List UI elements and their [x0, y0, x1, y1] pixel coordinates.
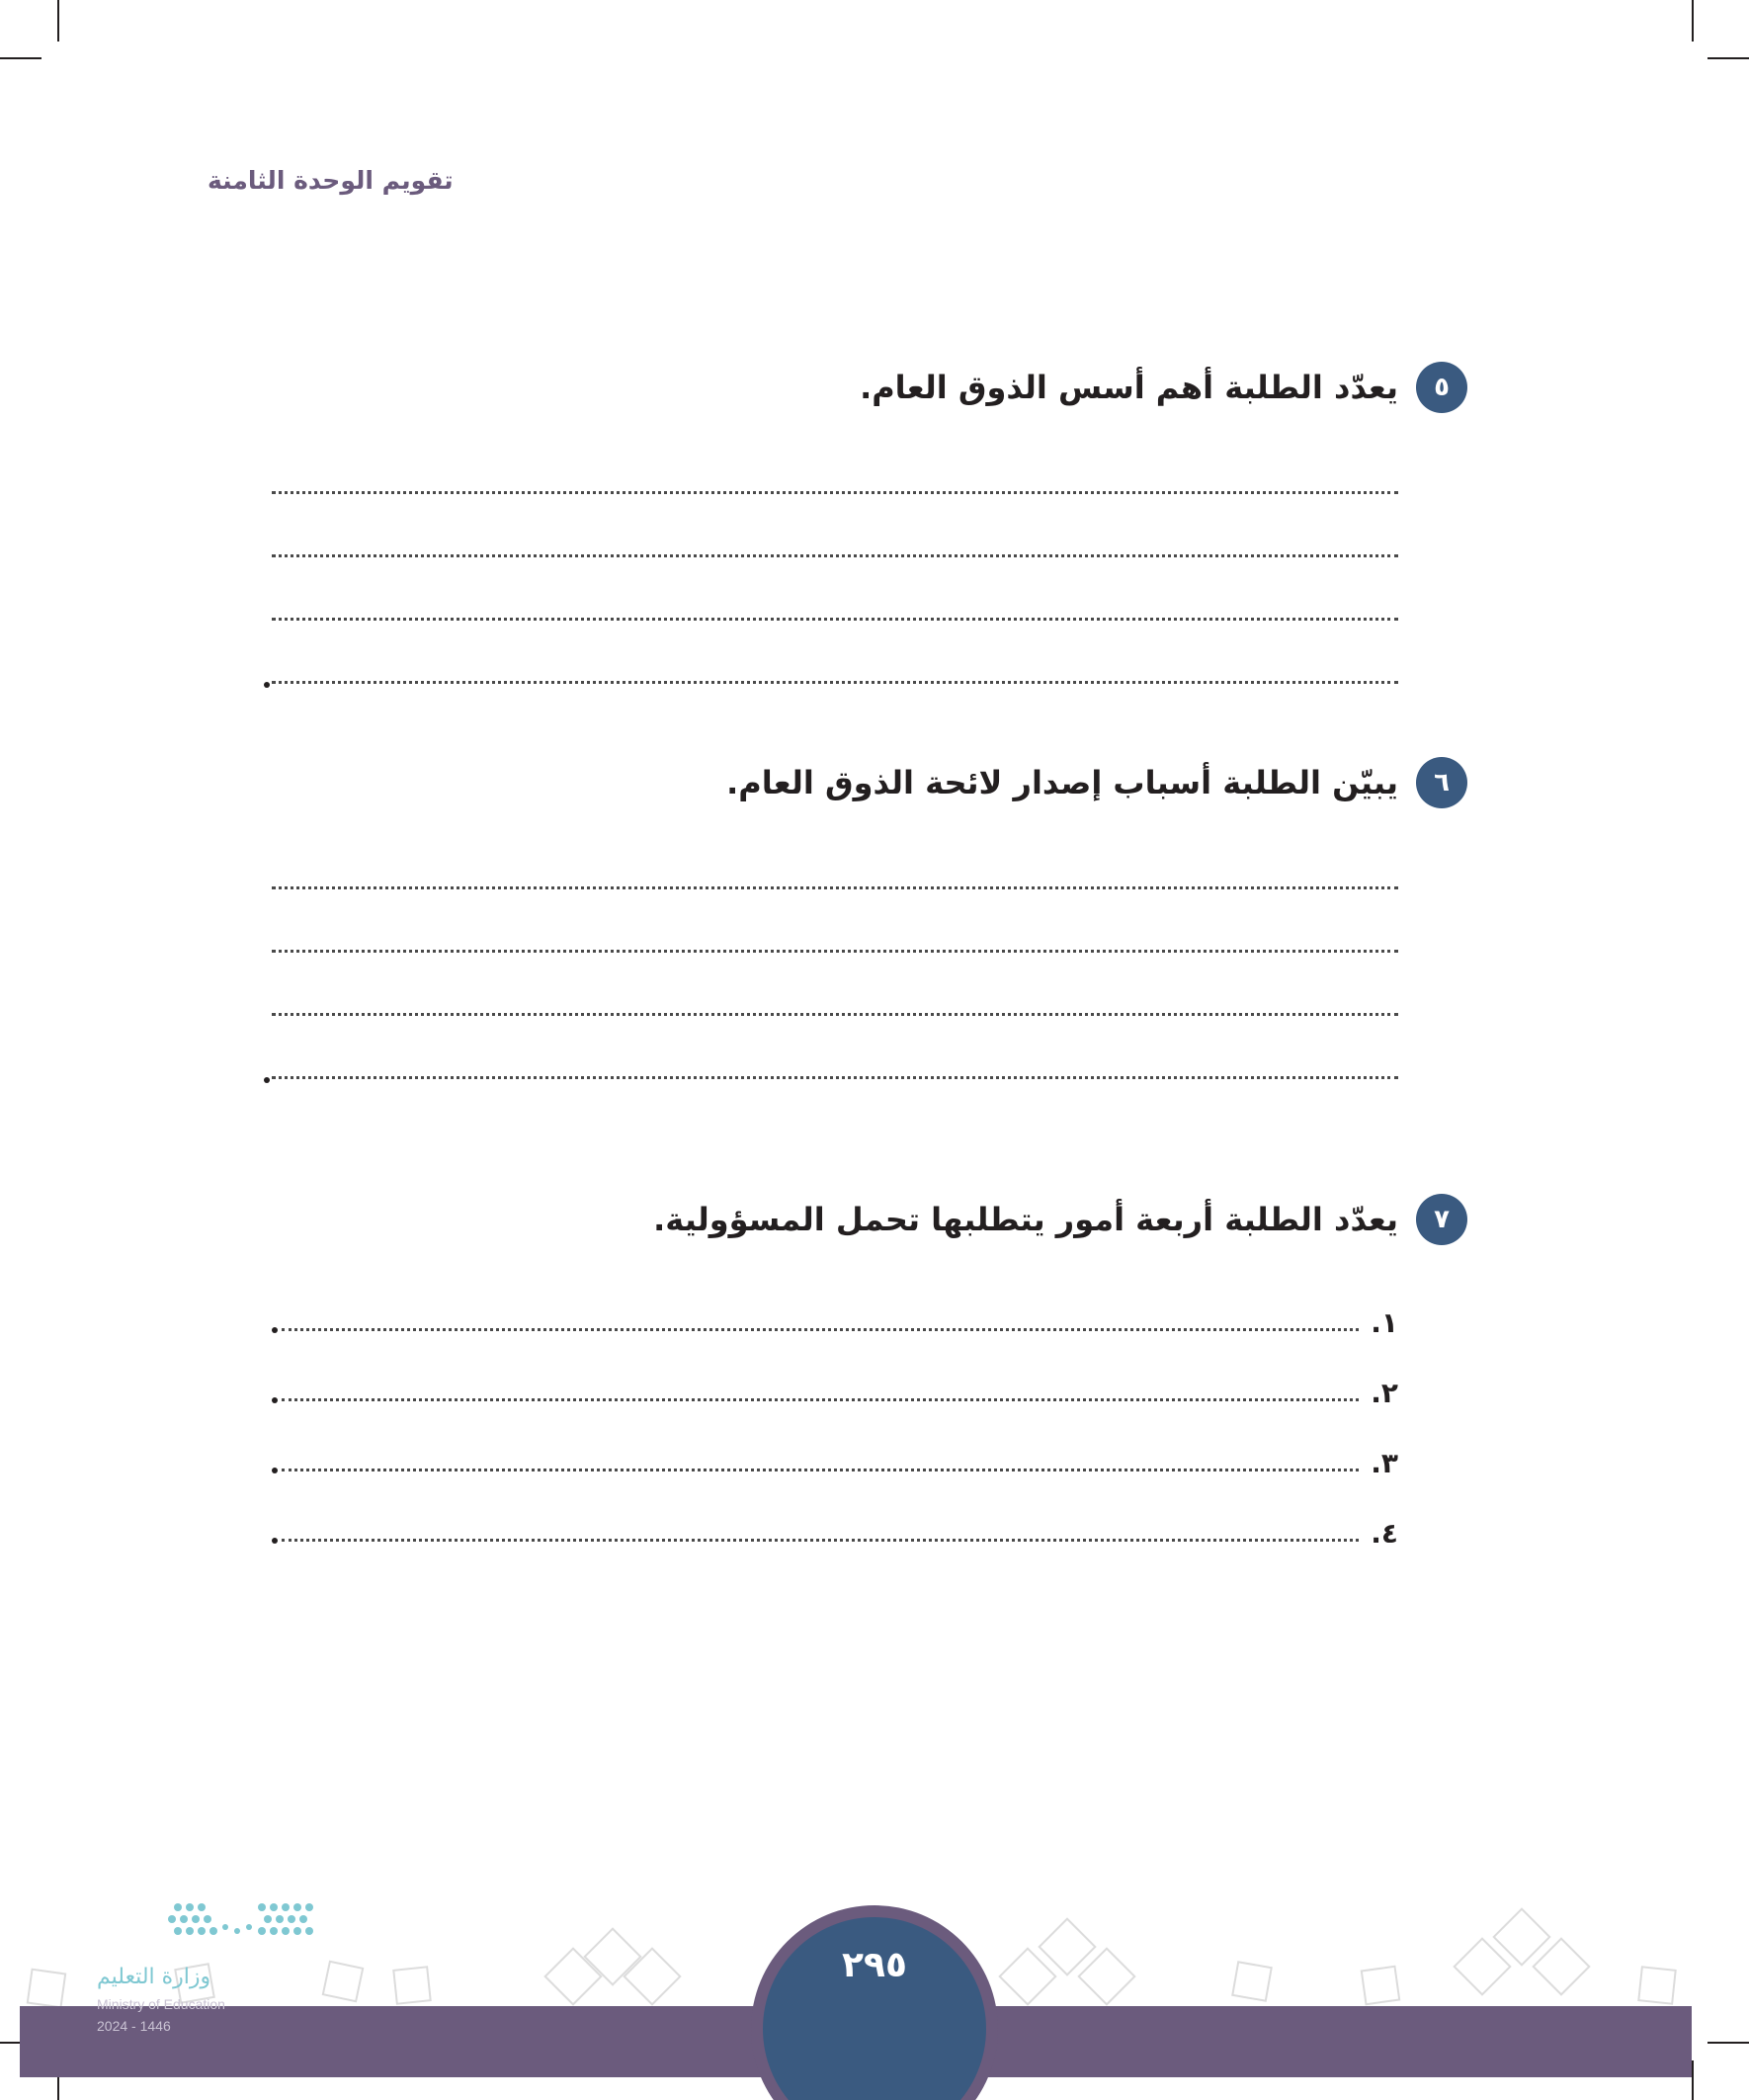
question-number-badge: ٦: [1416, 757, 1467, 808]
question-header: [163, 358, 1467, 417]
numbered-answer-list: [272, 1277, 1398, 1557]
question-6: [163, 753, 1467, 1095]
item-number: ٣.: [1371, 1447, 1398, 1479]
question-text: يعدّد الطلبة أهم أسس الذوق العام.: [860, 369, 1398, 406]
edition-year: 2024 - 1446: [97, 2018, 171, 2034]
ministry-name-english: Ministry of Education: [97, 1996, 225, 2012]
answer-dotted-line[interactable]: [282, 1311, 1359, 1331]
crop-mark: [1707, 57, 1749, 59]
crop-mark: [1707, 2042, 1749, 2044]
item-number: ٢.: [1371, 1377, 1398, 1409]
question-5: [163, 358, 1467, 700]
crop-mark: [1692, 0, 1694, 42]
answer-lines: [272, 447, 1398, 700]
unit-title: تقويم الوحدة الثامنة: [208, 166, 454, 195]
numbered-answer-line[interactable]: [272, 1487, 1398, 1557]
crop-mark: [57, 0, 59, 42]
answer-line[interactable]: [272, 968, 1398, 1032]
question-header: [163, 753, 1467, 812]
question-text: يعدّد الطلبة أربعة أمور يتطلبها تحمل المسؤولية.: [653, 1201, 1398, 1238]
page-number: ٢٩٥: [842, 1945, 907, 1985]
line-end-dot: [272, 1538, 278, 1544]
question-text: يبيّن الطلبة أسباب إصدار لائحة الذوق العام.: [726, 764, 1398, 801]
question-header: [163, 1190, 1467, 1249]
question-7: [163, 1190, 1467, 1557]
answer-dotted-line[interactable]: [282, 1382, 1359, 1401]
answer-line[interactable]: [272, 510, 1398, 573]
answer-line[interactable]: [272, 842, 1398, 905]
crop-mark: [0, 57, 42, 59]
numbered-answer-line[interactable]: [272, 1277, 1398, 1347]
answer-dotted-line[interactable]: [282, 1522, 1359, 1542]
item-number: ٤.: [1371, 1517, 1398, 1550]
numbered-answer-line[interactable]: [272, 1347, 1398, 1417]
question-number-badge: ٥: [1416, 362, 1467, 413]
answer-line[interactable]: [272, 447, 1398, 510]
item-number: ١.: [1371, 1306, 1398, 1339]
answer-lines: [272, 842, 1398, 1095]
ministry-name: وزارة التعليم: [97, 1965, 211, 1989]
answer-line[interactable]: [272, 905, 1398, 968]
answer-line[interactable]: [272, 573, 1398, 636]
line-end-dot: [272, 1397, 278, 1403]
answer-dotted-line[interactable]: [282, 1452, 1359, 1471]
line-end-dot: [264, 682, 270, 688]
line-end-dot: [272, 1327, 278, 1333]
numbered-answer-line[interactable]: [272, 1417, 1398, 1487]
question-number-badge: ٧: [1416, 1194, 1467, 1245]
answer-line[interactable]: [272, 1032, 1398, 1095]
answer-line[interactable]: [272, 636, 1398, 700]
crop-mark: [1692, 2060, 1694, 2100]
line-end-dot: [264, 1077, 270, 1083]
line-end-dot: [272, 1468, 278, 1473]
